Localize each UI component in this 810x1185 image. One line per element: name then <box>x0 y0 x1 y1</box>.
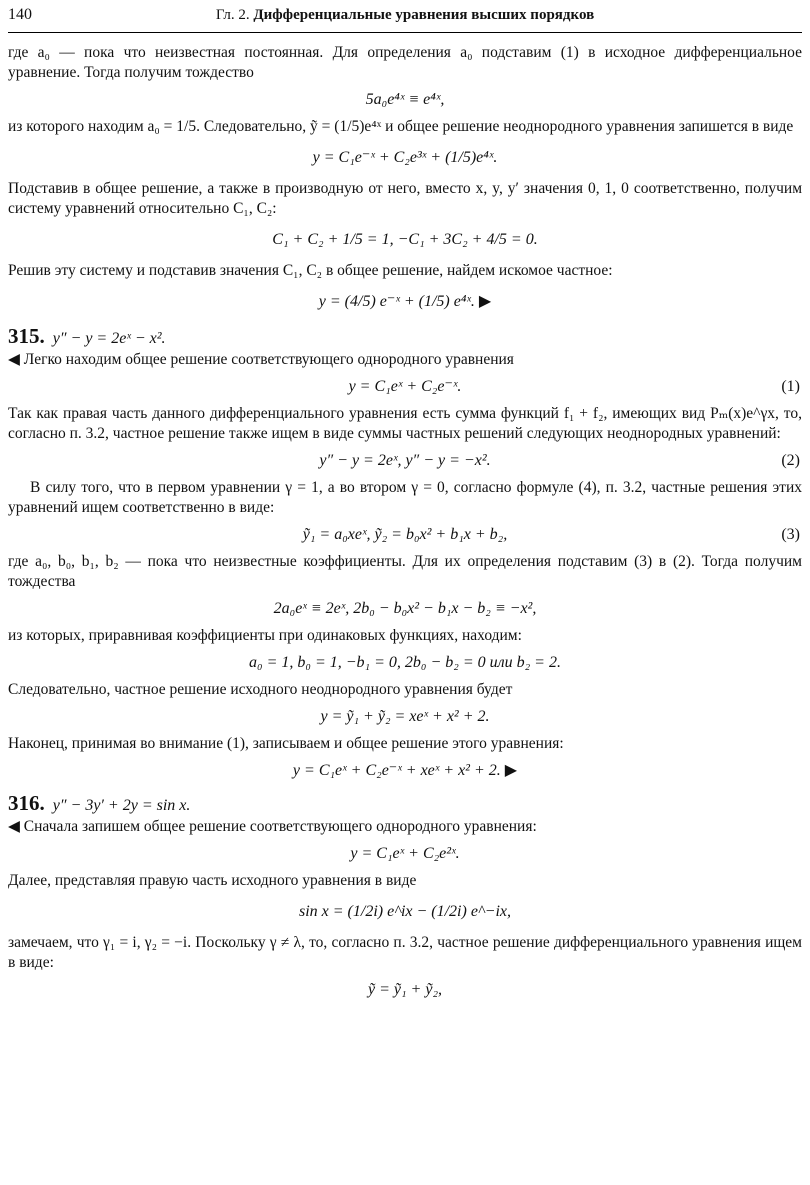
paragraph: Подставив в общее решение, а также в производную от него, вместо x, y, y′ значения 0, 1, 0 соответственно, получим систему уравнений относительно C₁, C₂: <box>8 180 802 217</box>
paragraph: Наконец, принимая во внимание (1), записываем и общее решение этого уравнения: <box>8 735 564 752</box>
problem-equation: y″ − 3y′ + 2y = sin x. <box>52 797 191 814</box>
page-number: 140 <box>8 6 32 23</box>
equation: y = C₁e⁻ˣ + C₂e³ˣ + (1/5)e⁴ˣ. <box>312 149 498 166</box>
equation-number: (2) <box>781 452 800 469</box>
equation: 2a₀eˣ ≡ 2eˣ, 2b₀ − b₀x² − b₁x − b₂ ≡ −x², <box>273 600 537 617</box>
equation-2 <box>8 450 802 472</box>
chapter-label: Гл. 2. <box>215 7 250 23</box>
equation: ỹ = ỹ₁ + ỹ₂, <box>367 981 443 998</box>
equation: sin x = (1/2i) e^ix − (1/2i) e^−ix, <box>298 903 512 920</box>
equation: C₁ + C₂ + 1/5 = 1, −C₁ + 3C₂ + 4/5 = 0. <box>272 231 538 248</box>
equation-3 <box>8 524 802 546</box>
chapter-heading <box>52 7 802 24</box>
equation-number: (1) <box>781 378 800 395</box>
equation-number: (3) <box>781 526 800 543</box>
paragraph: замечаем, что γ₁ = i, γ₂ = −i. Поскольку γ ≠ λ, то, согласно п. 3.2, частное решение дифференциального уравнения ищем в виде: <box>8 934 802 971</box>
paragraph: где a₀ — пока что неизвестная постоянная. Для определения a₀ подставим (1) в исходное дифференциальное уравнение. Тогда получим тождество <box>8 44 802 81</box>
equation-body: y″ − y = 2eˣ, y″ − y = −x². <box>319 452 491 469</box>
equation: a₀ = 1, b₀ = 1, −b₁ = 0, 2b₀ − b₂ = 0 или b₂ = 2. <box>249 654 561 671</box>
equation: y = ỹ₁ + ỹ₂ = xeˣ + x² + 2. <box>320 708 490 725</box>
chapter-title: Дифференциальные уравнения высших порядков <box>253 7 595 23</box>
equation: y = C₁eˣ + C₂e²ˣ. <box>350 845 460 862</box>
paragraph: Решив эту систему и подставив значения C₁, C₂ в общее решение, найдем искомое частное: <box>8 262 613 279</box>
problem-number: 315. <box>8 324 45 348</box>
paragraph: Далее, представляя правую часть исходного уравнения в виде <box>8 872 417 889</box>
paragraph: Следовательно, частное решение исходного неоднородного уравнения будет <box>8 681 513 698</box>
book-page <box>8 6 802 1007</box>
problem-equation: y″ − y = 2eˣ − x². <box>52 330 166 347</box>
equation-1 <box>8 376 802 398</box>
paragraph: из которого находим a₀ = 1/5. Следовательно, ỹ = (1/5)e⁴ˣ и общее решение неоднородного уравнения запишется в виде <box>8 118 794 135</box>
equation-body: y = C₁eˣ + C₂e⁻ˣ. <box>348 378 462 395</box>
equation-body: ỹ₁ = a₀xeˣ, ỹ₂ = b₀x² + b₁x + b₂, <box>302 526 508 543</box>
paragraph: из которых, приравнивая коэффициенты при одинаковых функциях, находим: <box>8 627 522 644</box>
running-header <box>8 6 802 33</box>
paragraph: В силу того, что в первом уравнении γ = 1, а во втором γ = 0, согласно формуле (4), п. 3.2, частные решения этих уравнений ищем соответственно в виде: <box>8 479 802 516</box>
paragraph: Так как правая часть данного дифференциального уравнения есть сумма функций f₁ + f₂, имеющих вид Pₘ(x)e^γx, то, согласно п. 3.2, частное решение также ищем в виде суммы частных решений следующих неоднородных уравнений: <box>8 405 802 442</box>
paragraph: ◀ Легко находим общее решение соответствующего однородного уравнения <box>8 351 514 368</box>
paragraph: где a₀, b₀, b₁, b₂ — пока что неизвестные коэффициенты. Для их определения подставим (3) в (2). Тогда получим тождества <box>8 553 802 590</box>
problem-315-heading <box>8 325 802 350</box>
problem-number: 316. <box>8 791 45 815</box>
equation: y = C₁eˣ + C₂e⁻ˣ + xeˣ + x² + 2. ▶ <box>292 762 518 779</box>
equation: 5a₀e⁴ˣ ≡ e⁴ˣ, <box>365 91 445 108</box>
problem-316-heading <box>8 792 802 817</box>
paragraph: ◀ Сначала запишем общее решение соответствующего однородного уравнения: <box>8 818 537 835</box>
equation: y = (4/5) e⁻ˣ + (1/5) e⁴ˣ. ▶ <box>318 293 492 310</box>
